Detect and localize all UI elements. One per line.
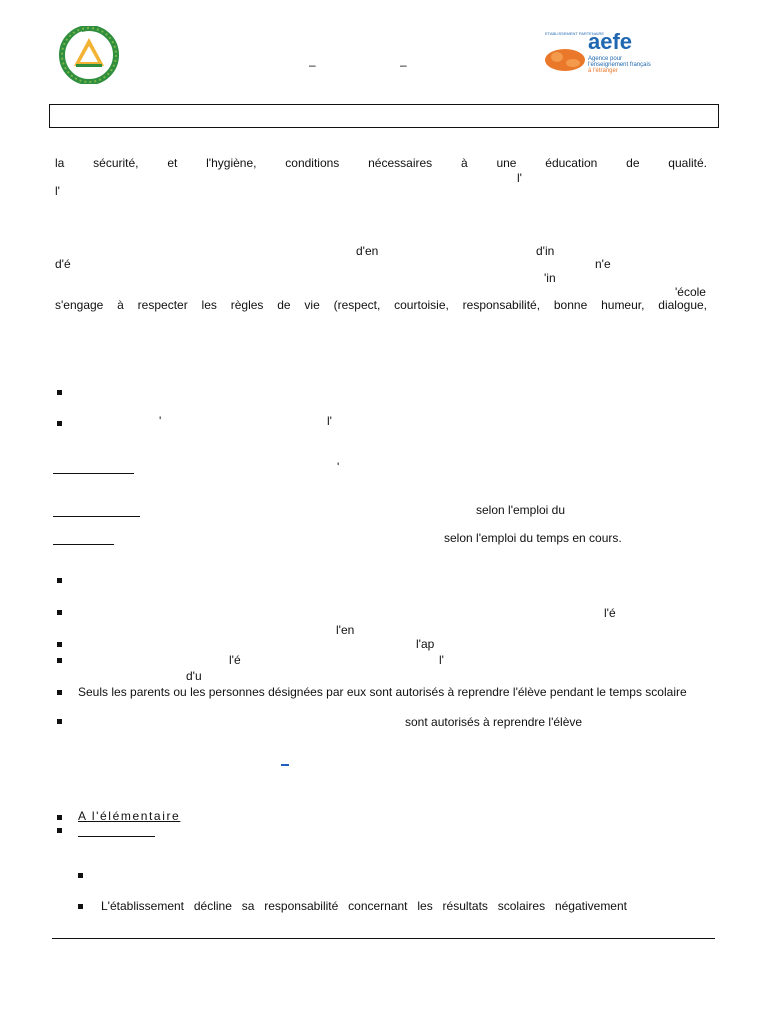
- bullet-c1: [57, 578, 62, 583]
- p1-fragment-right: l': [517, 171, 522, 185]
- p2-fragment-ecole: 'école: [675, 285, 706, 299]
- b2-fragment-apos: ': [159, 414, 162, 428]
- c3-fragment-lap: l'ap: [416, 637, 435, 651]
- bullet-d1: [57, 815, 62, 820]
- underline-heading-1: [53, 473, 134, 474]
- les-laureats-logo: [56, 26, 122, 84]
- header-dash-right: –: [400, 58, 407, 72]
- c2-fragment-len: l'en: [336, 623, 355, 637]
- c6-text: sont autorisés à reprendre l'élève: [405, 715, 583, 729]
- blue-link-dash: [281, 764, 289, 766]
- d1-text: A l'élémentaire: [78, 809, 181, 823]
- c4-fragment-l: l': [439, 653, 444, 667]
- underline-heading-2: [53, 516, 140, 517]
- aefe-tagline-3: à l'étranger: [588, 68, 618, 74]
- r1-emploi: selon l'emploi du: [476, 503, 566, 517]
- p2-fragment-ne: n'e: [595, 257, 611, 271]
- aefe-tagline-1: Agence pour: [588, 56, 623, 62]
- aefe-word: aefe: [588, 29, 633, 54]
- bullet-c3: [57, 642, 62, 647]
- p2-last-line: s'engage à respecter les règles de vie (respect, courtoisie, responsabilité, bonne humeur, dialogue,: [55, 298, 707, 312]
- bullet-b1: [57, 390, 62, 395]
- c5-text: Seuls les parents ou les personnes désignées par eux sont autorisés à reprendre l'élève pendant le temps scolaire: [78, 685, 687, 699]
- aefe-tagline-2: l'enseignement français: [588, 62, 651, 68]
- bullet-d2: [57, 828, 62, 833]
- underline-heading-3: [53, 544, 114, 545]
- b2-fragment-l: l': [327, 414, 332, 428]
- p2-fragment-den: d'en: [356, 244, 379, 258]
- p1-fragment-left: l': [55, 184, 60, 198]
- p2-fragment-din: d'in: [536, 244, 555, 258]
- p2-fragment-de: d'é: [55, 257, 71, 271]
- header-dash-left: –: [309, 58, 316, 72]
- c4-fragment-le: l'é: [229, 653, 241, 667]
- bullet-c6: [57, 719, 62, 724]
- aefe-badge-text: ETABLISSEMENT PARTENAIRE: [545, 31, 605, 36]
- c2-fragment-le: l'é: [604, 606, 616, 620]
- bullet-c4: [57, 658, 62, 663]
- bullet-e2: [78, 904, 83, 909]
- heading-1-comma: ': [337, 460, 340, 474]
- title-box: [49, 104, 719, 128]
- c4-fragment-du: d'u: [186, 669, 202, 683]
- p1-line1: la sécurité, et l'hygiène, conditions nécessaires à une éducation de qualité.: [55, 156, 707, 170]
- bullet-e1: [78, 873, 83, 878]
- underline-d2: [78, 836, 155, 837]
- bullet-c5: [57, 690, 62, 695]
- e2-text: L'établissement décline sa responsabilité concernant les résultats scolaires négativement: [101, 899, 627, 913]
- footer-rule: [52, 938, 715, 939]
- bullet-c2: [57, 610, 62, 615]
- bullet-b2: [57, 421, 62, 426]
- r2-emploi: selon l'emploi du temps en cours.: [444, 531, 622, 545]
- p2-fragment-in: 'in: [544, 271, 556, 285]
